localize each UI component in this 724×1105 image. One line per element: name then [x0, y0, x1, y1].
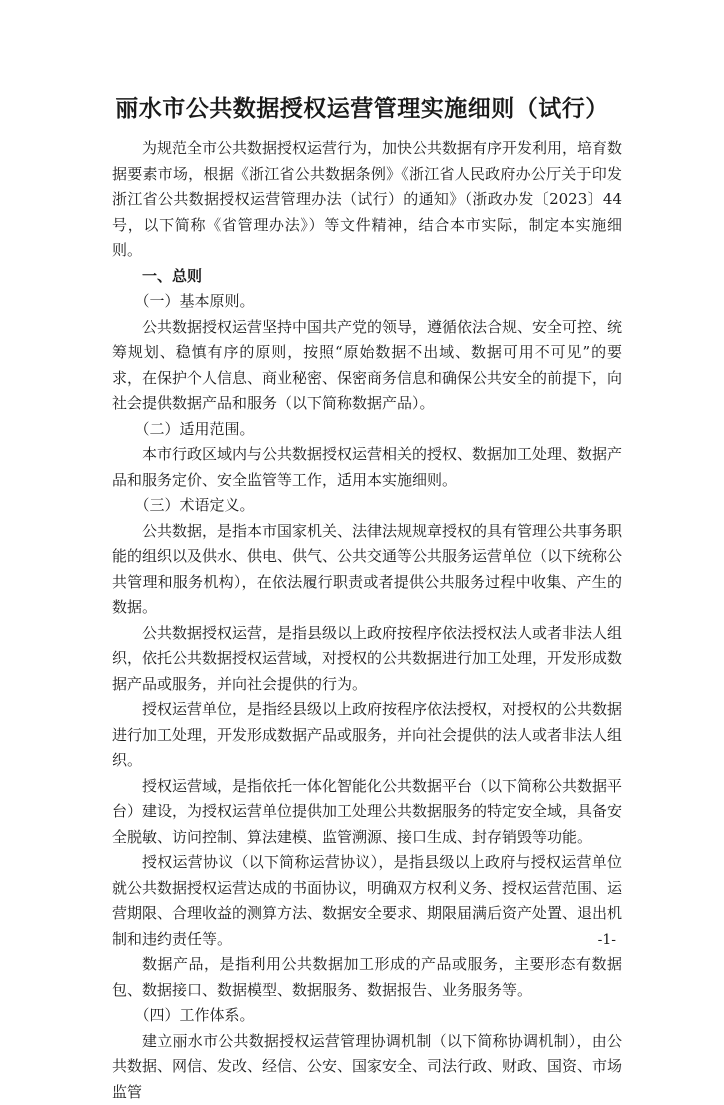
subsection-definitions: （三）术语定义。 — [112, 493, 622, 519]
page-number: -1- — [598, 932, 616, 948]
paragraph-def-authorized-operation: 公共数据授权运营，是指县级以上政府按程序依法授权法人或者非法人组织，依托公共数据授权运营域，对授权的公共数据进行加工处理，开发形成数据产品或服务，并向社会提供的行为。 — [112, 621, 622, 698]
paragraph-def-public-data: 公共数据，是指本市国家机关、法律法规规章授权的具有管理公共事务职能的组织以及供水、供电、供气、公共交通等公共服务运营单位（以下统称公共管理和服务机构），在依法履行职责或者提供公共服务过程中收集、产生的数据。 — [112, 519, 622, 621]
paragraph-scope: 本市行政区域内与公共数据授权运营相关的授权、数据加工处理、数据产品和服务定价、安全监管等工作，适用本实施细则。 — [112, 442, 622, 493]
paragraph-def-operation-domain: 授权运营域，是指依托一体化智能化公共数据平台（以下简称公共数据平台）建设，为授权运营单位提供加工处理公共数据服务的特定安全域，具备安全脱敏、访问控制、算法建模、监管溯源、接口生成、封存销毁等功能。 — [112, 774, 622, 851]
subsection-basic-principles: （一）基本原则。 — [112, 289, 622, 315]
intro-paragraph: 为规范全市公共数据授权运营行为，加快公共数据有序开发利用，培育数据要素市场，根据《浙江省公共数据条例》《浙江省人民政府办公厅关于印发浙江省公共数据授权运营管理办法（试行）的通知》（浙政办发〔2023〕44号，以下简称《省管理办法》）等文件精神，结合本市实际，制定本实施细则。 — [112, 136, 622, 264]
paragraph-def-data-product: 数据产品，是指利用公共数据加工形成的产品或服务，主要形态有数据包、数据接口、数据模型、数据服务、数据报告、业务服务等。 — [112, 952, 622, 1003]
section-heading-general: 一、总则 — [112, 264, 622, 290]
page-title: 丽水市公共数据授权运营管理实施细则（试行） — [0, 90, 724, 123]
paragraph-def-operator: 授权运营单位，是指经县级以上政府按程序依法授权，对授权的公共数据进行加工处理，开发形成数据产品或服务，并向社会提供的法人或者非法人组织。 — [112, 697, 622, 774]
subsection-scope: （二）适用范围。 — [112, 417, 622, 443]
paragraph-def-operation-agreement: 授权运营协议（以下简称运营协议），是指县级以上政府与授权运营单位就公共数据授权运营达成的书面协议，明确双方权利义务、授权运营范围、运营期限、合理收益的测算方法、数据安全要求、期限届满后资产处置、退出机制和违约责任等。 — [112, 850, 622, 952]
paragraph-work-system: 建立丽水市公共数据授权运营管理协调机制（以下简称协调机制），由公共数据、网信、发改、经信、公安、国家安全、司法行政、财政、国资、市场监管 — [112, 1029, 622, 1105]
paragraph-basic-principles: 公共数据授权运营坚持中国共产党的领导，遵循依法合规、安全可控、统筹规划、稳慎有序的原则，按照“原始数据不出域、数据可用不可见”的要求，在保护个人信息、商业秘密、保密商务信息和确保公共安全的前提下，向社会提供数据产品和服务（以下简称数据产品）。 — [112, 315, 622, 417]
document-body — [112, 136, 622, 1105]
subsection-work-system: （四）工作体系。 — [112, 1003, 622, 1029]
